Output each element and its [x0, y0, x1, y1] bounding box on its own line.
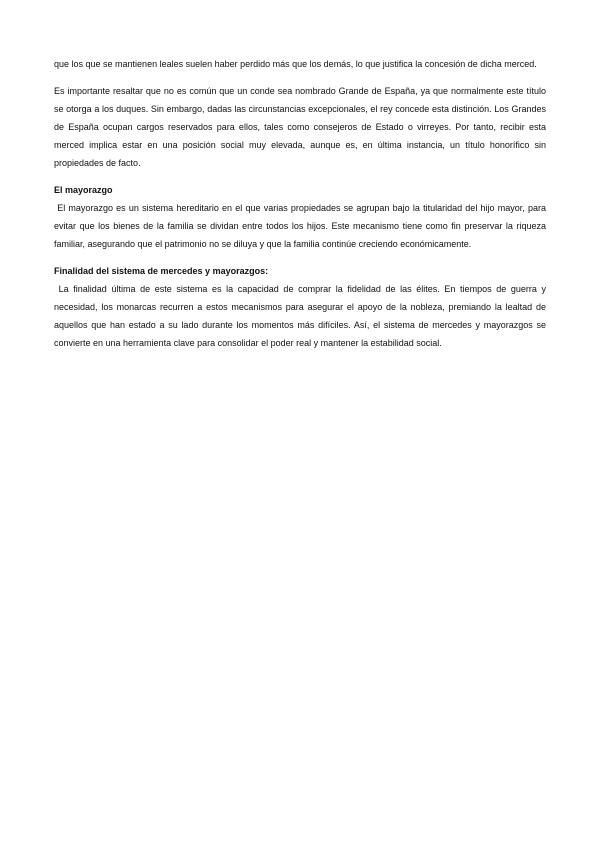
- paragraph-grande-de-espana: Es importante resaltar que no es común que un conde sea nombrado Grande de España, ya que normalmente este título se otorga a los duques. Sin embargo, dadas las circunstancias excepcionales, el rey concede esta distinción. Los Grandes de España ocupan cargos reservados para ellos, tales como consejeros de Estado o virreyes. Por tanto, recibir esta merced implica estar en una posición social muy elevada, aunque es, en última instancia, un título honorífico sin propiedades de facto.: [54, 86, 546, 168]
- section-finalidad: [54, 262, 549, 352]
- section-mayorazgo: [54, 181, 549, 253]
- heading-finalidad: Finalidad del sistema de mercedes y mayorazgos:: [54, 266, 269, 276]
- paragraph-mayorazgo: El mayorazgo es un sistema hereditario en el que varias propiedades se agrupan bajo la titularidad del hijo mayor, para evitar que los bienes de la familia se dividan entre todos los hijos. Este mecanismo tiene como fin preservar la riqueza familiar, asegurando que el patrimonio no se diluya y que la familia continúe creciendo económicamente.: [54, 203, 549, 249]
- heading-mayorazgo: El mayorazgo: [54, 185, 113, 195]
- paragraph-finalidad: La finalidad última de este sistema es la capacidad de comprar la fidelidad de las élites. En tiempos de guerra y necesidad, los monarcas recurren a estos mecanismos para asegurar el apoyo de la nobleza, premiando la lealtad de aquellos que han estado a su lado durante los momentos más difíciles. Así, el sistema de mercedes y mayorazgos se convierte en una herramienta clave para consolidar el poder real y mantener la estabilidad social.: [54, 284, 549, 348]
- document-page: [54, 55, 549, 361]
- paragraph-concesion: que los que se mantienen leales suelen haber perdido más que los demás, lo que justifica la concesión de dicha merced.: [54, 59, 537, 69]
